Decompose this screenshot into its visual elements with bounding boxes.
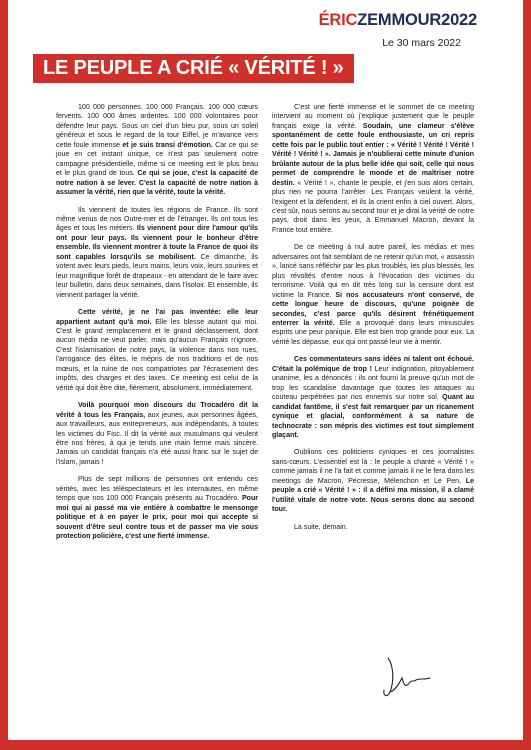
paragraph bbox=[56, 308, 258, 393]
bold-text: Ils viennent pour dire l'amour qu'ils ont pour leur pays. Ils viennent pour le bonheur d'être ensemble. Ils viennent montrer à toute la France de quoi ils sont capables lorsqu'ils se mobilisent. bbox=[56, 225, 258, 261]
paragraph bbox=[56, 401, 258, 467]
body-text: « Vérité ! », chante le peuple, et j'en suis alors certain, plus rien ne pourra l'arrêter. Les Français veulent la vérité, l'exigent et la défendent, et ils la crient enfin à ciel ouvert. Alors, c'est sûr, nous serons au second tour et je dirai la vérité de notre pays, droit dans les yeux, à Emmanuel Macron, devant la France tout entière. bbox=[272, 179, 474, 234]
signoff: La suite, demain. bbox=[294, 523, 348, 531]
body-text: Elle a provoqué dans leurs minuscules esprits une peur panique. Elle est bien trop grande pour eux. La vérité les dépasse, eux qui ont passé leur vie à mentir. bbox=[272, 319, 474, 346]
logo-last-name: ZEMMOUR bbox=[357, 11, 442, 29]
left-column bbox=[56, 103, 258, 549]
article-body bbox=[56, 103, 474, 549]
body-text: 100 000 personnes. 100 000 Français. 100 000 cœurs fervents. 100 000 âmes ardentes. 100 000 volontaires pour défendre leur pays. Sous un ciel d'un bleu pur, sous un soleil généreux et sous le regard de la tour Eiffel, je m'avance vers cette foule immense bbox=[56, 104, 258, 149]
paragraph bbox=[272, 355, 474, 440]
bold-text: Soudain, une clameur s'élève spontanément de cette foule enthousiaste, un cri repris cette fois par le public tout entier : « Vérité ! Vérité ! Vérité ! Vérité ! Vérité ! ». Jamais je n'oublierai cette minute d'union brûlante autour de la plus belle idée qui soit, celle qui nous permet de comprendre le monde et de maîtriser notre destin. bbox=[272, 122, 474, 187]
body-text: Leur indignation, pitoyablement unanime, les a dénoncés : ils ont fourni la preuve qu'un mot de trop les scandalise davantage que toutes les attaques au couteau perpétrées par nos ennemis sur notre sol. bbox=[272, 365, 474, 402]
bold-text: Le peuple a crié « Vérité ! » : il a défini ma mission, il a clamé l'utilité vitale de notre vote. Nous serons donc au second tour. bbox=[272, 477, 474, 514]
paragraph bbox=[56, 206, 258, 301]
body-text: De ce meeting à nul autre pareil, les médias et mes adversaires ont fait semblant de ne retenir qu'un mot, « assassin », lancé sans réfléchir par les plus troublés, les plus blessés, les plus révoltés d'entre nous à l'évocation des victimes du terrorisme. Voilà qui en dit très long sur la censure dont est victime la France. bbox=[272, 244, 474, 299]
body-text: Elle les blesse autant qui moi. C'est le grand remplacement et le grand déclassement, dont aucun média ne veut parler, mais qu'aucun Français n'ignore. C'est l'islamisation de notre pays, la violence dans nos rues, l'arrogance des élites, le mépris de nos traditions et de nos mœurs, et la ruine de nos compatriotes par l'écrasement des impôts, des charges et des taxes. Ce meeting est celui de la vérité qui doit être dite, fièrement, absolument, immédiatement. bbox=[56, 318, 258, 392]
body-text: Plus de sept millions de personnes ont entendu ces vérités, avec les téléspectateurs et les internautes, en même temps que nos 100 000 Français présents au Trocadéro. bbox=[56, 476, 258, 503]
body-text: C'est une fierté immense et le sommet de ce meeting intervient au moment où j'explique justement que le peuple français exige la vérité. bbox=[272, 104, 474, 130]
bold-text: Si nos accusateurs n'ont conservé, de cette longue heure de discours, qu'une poignée de secondes, c'est parce qu'ils désirent frénétiquement enterrer la vérité. bbox=[272, 291, 474, 327]
paragraph bbox=[56, 475, 258, 541]
body-text: Ce dimanche, ils votent avec leurs pieds, leurs mains, leurs voix, leurs sourires et leur magnifique forêt de drapeaux - en attendant de le faire avec leur bulletin, dans deux semaines, dans l'isoloir. Et ensemble, ils viennent partager la vérité. bbox=[56, 253, 258, 299]
paragraph bbox=[56, 103, 258, 198]
body-text: Oublions ces politiciens cyniques et ces journalistes sans-cœurs. L'essentiel est là : le peuple a chanté « Vérité ! » comme jamais il ne l'a fait et comme jamais il ne le fera dans les meetings de Macron, Pécresse, Mélenchon et Le Pen. bbox=[272, 449, 474, 485]
right-red-border bbox=[523, 0, 531, 750]
bold-text: Ce qui se joue, c'est la capacité de notre nation à se lever. C'est la capacité de notre nation à assumer la vérité, rien que la vérité, toute la vérité. bbox=[56, 170, 258, 197]
bold-text: Ces commentateurs sans idées ni talent ont échoué. C'était la polémique de trop ! bbox=[272, 356, 474, 373]
bottom-red-border bbox=[0, 740, 531, 750]
paragraph bbox=[272, 448, 474, 514]
bold-text: Voilà pourquoi mon discours du Trocadéro dit la vérité à tous les Français, bbox=[56, 402, 258, 419]
logo-year: 2022 bbox=[441, 11, 477, 29]
body-text: Car ce qui se joue en cet instant unique, ce n'est pas seulement notre campagne présidentielle, même si ce meeting est le plus beau et le plus grand de tous. bbox=[56, 141, 258, 178]
bold-text: Pour moi qui ai passé ma vie entière à combattre le mensonge politique et à en payer le prix, pour moi qui accepte si souvent d'être seul contre tous et de passer ma vie sous protection policière, c'est une fierté immense. bbox=[56, 495, 258, 541]
campaign-logo bbox=[319, 11, 477, 30]
bold-text: Cette vérité, je ne l'ai pas inventée: elle leur appartient autant qu'à moi. bbox=[56, 309, 258, 326]
headline: LE PEUPLE A CRIÉ « VÉRITÉ ! » bbox=[33, 54, 354, 83]
handwritten-signature bbox=[380, 652, 440, 707]
body-text: aux jeunes, aux personnes âgées, aux travailleurs, aux entrepreneurs, aux indépendants, à toutes les victimes du Fisc. Il dit la vérité aux musulmans qui veulent être nos frères, à qui je tends une main ferme mais sincère. Jamais un candidat français n'a été aussi franc sur le sujet de l'islam, jamais ! bbox=[56, 411, 259, 466]
paragraph bbox=[272, 103, 474, 235]
letter-date: Le 30 mars 2022 bbox=[382, 37, 461, 49]
left-red-border bbox=[0, 0, 8, 750]
logo-first-name: ÉRIC bbox=[318, 11, 358, 29]
bold-text: Quant au candidat fantôme, il s'est fait remarquer par un ricanement cynique et glacial, conformément à sa nature de technocrate : son mépris des victimes est tout simplement glaçant. bbox=[272, 394, 474, 439]
body-text: Ils viennent de toutes les régions de France. Ils sont même venus de nos Outre-mer et de l'étranger. Ils ont tous les âges et tous les métiers. bbox=[56, 206, 258, 233]
bold-text: et je suis transi d'émotion. bbox=[122, 141, 213, 149]
right-column bbox=[272, 103, 474, 549]
paragraph bbox=[272, 243, 474, 347]
